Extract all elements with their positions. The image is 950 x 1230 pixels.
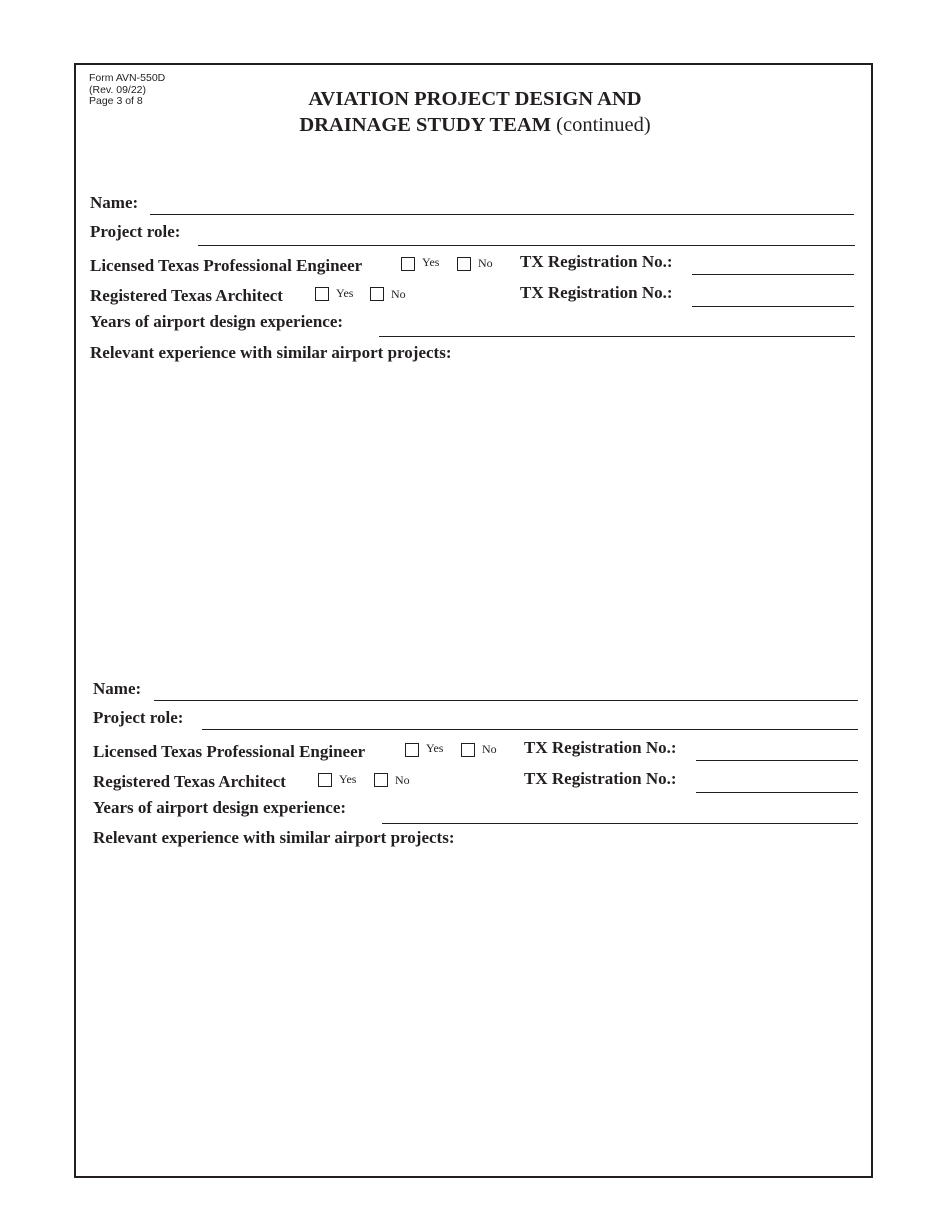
- engineer-yes-label: Yes: [422, 255, 440, 269]
- name-label: Name:: [93, 679, 142, 698]
- architect-no-label: No: [395, 773, 410, 787]
- engineer-label: Licensed Texas Professional Engineer: [93, 742, 366, 761]
- engineer-no-checkbox[interactable]: [457, 257, 471, 271]
- architect-no-label: No: [391, 287, 406, 301]
- title-line-2: DRAINAGE STUDY TEAM: [299, 114, 552, 136]
- page-number: Page 3 of 8: [89, 95, 143, 107]
- relevant-experience-area[interactable]: [90, 368, 854, 668]
- engineer-yes-checkbox[interactable]: [401, 257, 415, 271]
- name-field[interactable]: [150, 214, 854, 215]
- architect-yes-label: Yes: [339, 772, 357, 786]
- engineer-label: Licensed Texas Professional Engineer: [90, 256, 363, 275]
- architect-yes-checkbox[interactable]: [318, 773, 332, 787]
- project-role-field[interactable]: [198, 245, 855, 246]
- architect-tx-registration-field[interactable]: [692, 306, 854, 307]
- years-experience-label: Years of airport design experience:: [90, 312, 344, 331]
- engineer-tx-registration-label: TX Registration No.:: [520, 252, 673, 271]
- years-experience-label: Years of airport design experience:: [93, 798, 347, 817]
- architect-tx-registration-label: TX Registration No.:: [520, 283, 673, 302]
- form-number: Form AVN-550D: [89, 72, 166, 84]
- engineer-no-checkbox[interactable]: [461, 743, 475, 757]
- engineer-tx-registration-field[interactable]: [692, 274, 854, 275]
- relevant-experience-area[interactable]: [93, 854, 857, 1154]
- years-experience-field[interactable]: [379, 336, 855, 337]
- page-title: [240, 86, 710, 138]
- name-field[interactable]: [154, 700, 858, 701]
- architect-tx-registration-label: TX Registration No.:: [524, 769, 677, 788]
- engineer-tx-registration-label: TX Registration No.:: [524, 738, 677, 757]
- relevant-experience-label: Relevant experience with similar airport projects:: [93, 828, 455, 847]
- architect-label: Registered Texas Architect: [93, 772, 286, 791]
- architect-no-checkbox[interactable]: [370, 287, 384, 301]
- architect-no-checkbox[interactable]: [374, 773, 388, 787]
- project-role-label: Project role:: [93, 708, 184, 727]
- architect-yes-checkbox[interactable]: [315, 287, 329, 301]
- project-role-field[interactable]: [202, 729, 858, 730]
- engineer-yes-checkbox[interactable]: [405, 743, 419, 757]
- title-line-1: AVIATION PROJECT DESIGN AND: [308, 88, 642, 110]
- engineer-no-label: No: [482, 742, 497, 756]
- architect-tx-registration-field[interactable]: [696, 792, 858, 793]
- engineer-no-label: No: [478, 256, 493, 270]
- project-role-label: Project role:: [90, 222, 181, 241]
- form-revision: (Rev. 09/22): [89, 83, 146, 96]
- name-label: Name:: [90, 193, 139, 212]
- relevant-experience-label: Relevant experience with similar airport projects:: [90, 343, 452, 362]
- engineer-yes-label: Yes: [426, 741, 444, 755]
- architect-yes-label: Yes: [336, 286, 354, 300]
- years-experience-field[interactable]: [382, 823, 858, 824]
- title-continued: (continued): [551, 114, 651, 136]
- form-identifier: [89, 73, 165, 108]
- engineer-tx-registration-field[interactable]: [696, 760, 858, 761]
- architect-label: Registered Texas Architect: [90, 286, 283, 305]
